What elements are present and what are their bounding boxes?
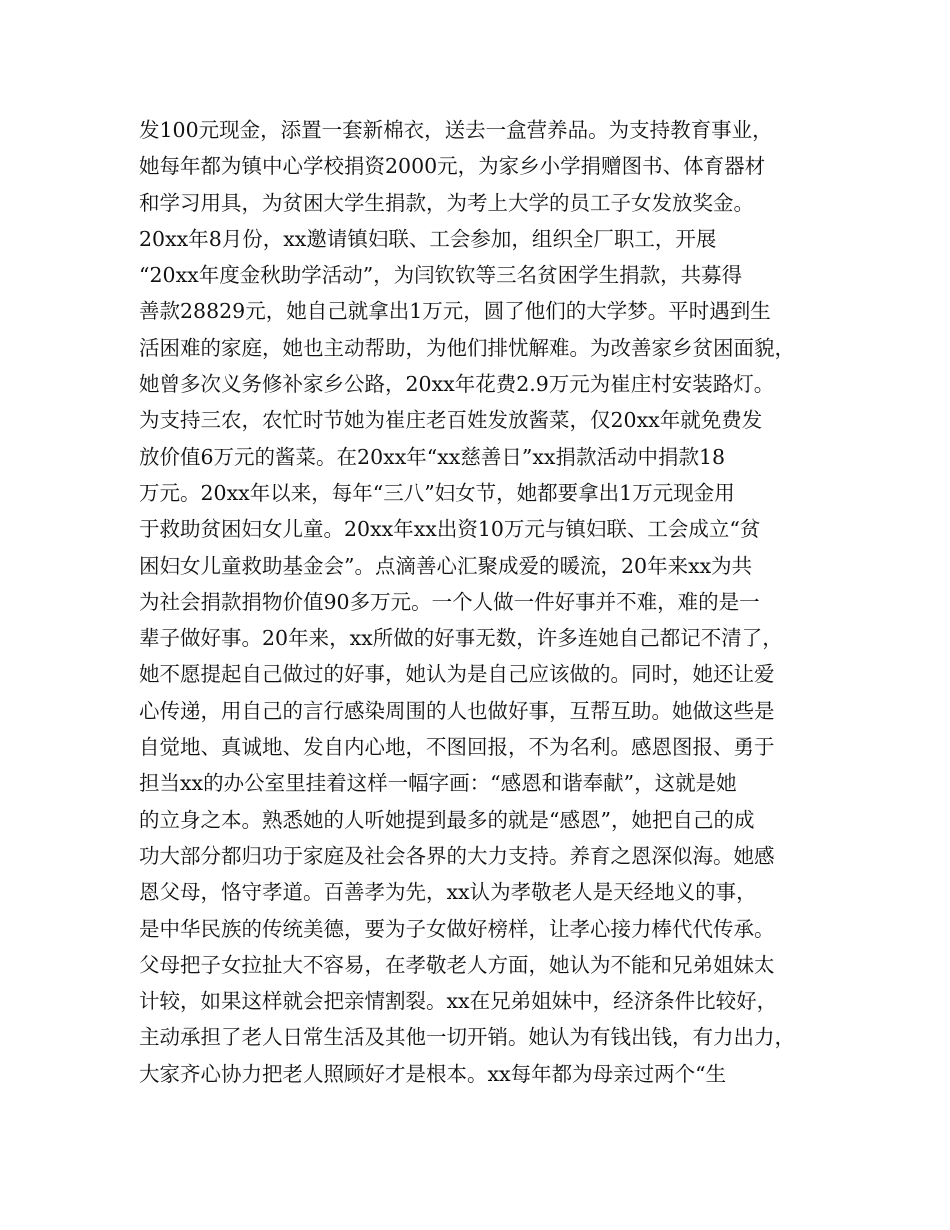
text-line: 是中华民族的传统美德，要为子女做好榜样，让孝心接力棒代代传承。: [139, 916, 775, 941]
text-line: 功大部分都归功于家庭及社会各界的大力支持。养育之恩深似海。她感: [139, 843, 775, 868]
text-line: 为支持三农，农忙时节她为崔庄老百姓发放酱菜，仅20xx年就免费发: [139, 408, 763, 433]
text-line: 计较，如果这样就会把亲情割裂。xx在兄弟姐妹中，经济条件比较好，: [139, 989, 778, 1014]
text-line: 发100元现金，添置一套新棉衣，送去一盒营养品。为支持教育事业，: [139, 118, 773, 142]
text-line: 和学习用具，为贫困大学生捐款，为考上大学的员工子女发放奖金。: [139, 190, 754, 215]
body-text: [139, 112, 839, 1092]
text-line: 她每年都为镇中心学校捐资2000元，为家乡小学捐赠图书、体育器材: [139, 154, 766, 179]
text-line: 辈子做好事。20年来，xx所做的好事无数，许多连她自己都记不清了，: [139, 626, 783, 651]
text-line: 万元。20xx年以来，每年“三八”妇女节，她都要拿出1万元现金用: [139, 480, 735, 505]
text-line: 心传递，用自己的言行感染周围的人也做好事，互帮互助。她做这些是: [139, 698, 775, 723]
text-line: 她曾多次义务修补家乡公路，20xx年花费2.9万元为崔庄村安装路灯。: [139, 372, 775, 397]
text-line: 大家齐心协力把老人照顾好才是根本。xx每年都为母亲过两个“生: [139, 1061, 727, 1086]
text-line: 父母把子女拉扯大不容易，在孝敬老人方面，她认为不能和兄弟姐妹太: [139, 952, 775, 977]
text-line: “20xx年度金秋助学活动”，为闫钦钦等三名贫困学生捐款，共募得: [139, 263, 743, 288]
text-line: 为社会捐款捐物价值90多万元。一个人做一件好事并不难，难的是一: [139, 589, 760, 614]
text-line: 活困难的家庭，她也主动帮助，为他们排忧解难。为改善家乡贫困面貌，: [139, 335, 795, 360]
text-line: 她不愿提起自己做过的好事，她认为是自己应该做的。同时，她还让爱: [139, 662, 775, 687]
text-line: 恩父母，恪守孝道。百善孝为先，xx认为孝敬老人是天经地义的事，: [139, 880, 757, 905]
text-line: 放价值6万元的酱菜。在20xx年“xx慈善日”xx捐款活动中捐款18: [139, 444, 726, 469]
text-line: 于救助贫困妇女儿童。20xx年xx出资10万元与镇妇联、工会成立“贫: [139, 517, 761, 542]
text-line: 担当xx的办公室里挂着这样一幅字画：“感恩和谐奉献”，这就是她: [139, 771, 737, 796]
text-line: 困妇女儿童救助基金会”。点滴善心汇聚成爱的暖流，20年来xx为共: [139, 553, 753, 578]
text-line: 的立身之本。熟悉她的人听她提到最多的就是“感恩”，她把自己的成: [139, 807, 755, 832]
text-line: 主动承担了老人日常生活及其他一切开销。她认为有钱出钱，有力出力，: [139, 1025, 795, 1050]
text-line: 善款28829元，她自己就拿出1万元，圆了他们的大学梦。平时遇到生: [139, 299, 771, 324]
text-line: 自觉地、真诚地、发自内心地，不图回报，不为名利。感恩图报、勇于: [139, 735, 775, 760]
text-line: 20xx年8月份，xx邀请镇妇联、工会参加，组织全厂职工，开展: [139, 226, 717, 251]
